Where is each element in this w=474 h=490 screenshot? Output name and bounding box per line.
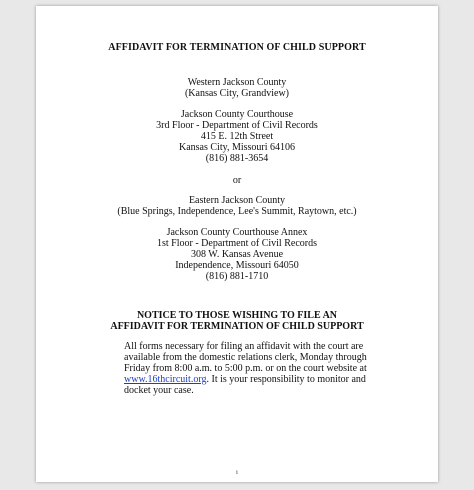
- eastern-building: Jackson County Courthouse Annex: [166, 227, 308, 239]
- notice-line-1: NOTICE TO THOSE WISHING TO FILE AN: [136, 310, 338, 321]
- instructions-paragraph: [124, 342, 384, 397]
- eastern-address-block: [36, 196, 438, 282]
- or-separator: or: [232, 175, 242, 186]
- western-cities: (Kansas City, Grandview): [184, 87, 290, 99]
- western-county: Western Jackson County: [187, 77, 287, 88]
- eastern-cities: (Blue Springs, Independence, Lee's Summit, Raytown, etc.): [117, 205, 357, 217]
- paragraph-line-4-rest: . It is your responsibility to monitor and: [206, 373, 366, 385]
- western-building: Jackson County Courthouse: [180, 109, 294, 121]
- notice-heading: [36, 310, 438, 332]
- paragraph-line-2: available from the domestic relations clerk, Monday through: [124, 351, 367, 363]
- document-page: [36, 6, 438, 482]
- paragraph-line-5: docket your case.: [124, 384, 194, 396]
- notice-line-2: AFFIDAVIT FOR TERMINATION OF CHILD SUPPORT: [110, 321, 364, 332]
- western-city-state-zip: Kansas City, Missouri 64106: [178, 141, 296, 153]
- western-floor: 3rd Floor - Department of Civil Records: [156, 120, 318, 132]
- western-phone: (816) 881-3654: [205, 152, 269, 164]
- eastern-phone: (816) 881-1710: [205, 270, 269, 282]
- eastern-city-state-zip: Independence, Missouri 64050: [175, 259, 299, 271]
- western-street: 415 E. 12th Street: [200, 130, 274, 142]
- paragraph-line-4: [124, 375, 384, 386]
- eastern-street: 308 W. Kansas Avenue: [190, 248, 284, 260]
- western-address-block: [36, 78, 438, 164]
- document-title: AFFIDAVIT FOR TERMINATION OF CHILD SUPPORT: [108, 42, 366, 53]
- paragraph-line-3: Friday from 8:00 a.m. to 5:00 p.m. or on the court website at: [124, 362, 367, 374]
- paragraph-line-1: All forms necessary for filing an affidavit with the court are: [124, 341, 364, 352]
- eastern-county: Eastern Jackson County: [188, 195, 286, 206]
- page-number: i: [236, 470, 238, 476]
- eastern-floor: 1st Floor - Department of Civil Records: [157, 238, 317, 250]
- court-website-link[interactable]: www.16thcircuit.org: [124, 373, 207, 385]
